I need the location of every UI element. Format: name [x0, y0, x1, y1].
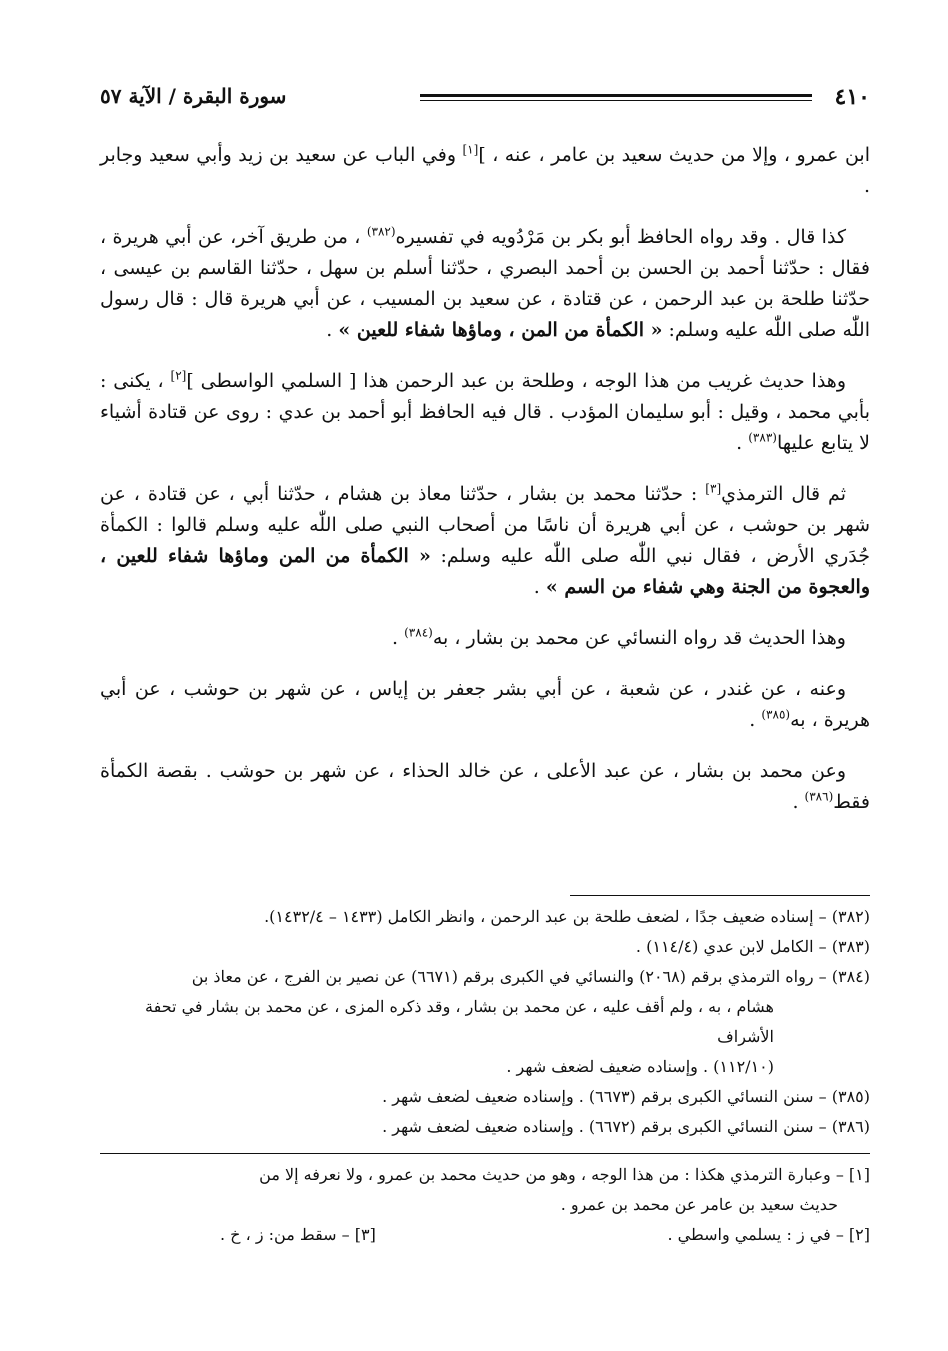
text-run: ، من طريق آخر، عن أبي هريرة ، فقال : حدّثنا أحمد بن الحسن بن أحمد البصري ، حدّثنا أسلم بن سهل ، حدّثنا القاسم بن عيسى ، حدّثنا طلحة بن عبد الرحمن ، عن قتادة ، عن سعيد بن المسيب ، عن أبي هريرة قال : قال رسول اللّٰه صلى اللّٰه عليه وسلم: [100, 226, 870, 341]
footnote-384-continued: (١١٢/١٠) . وإسناده ضعيف لضعف شهر . [506, 1057, 774, 1076]
paragraph-1 [100, 140, 870, 202]
text-run: . [749, 709, 762, 731]
text-run: . [792, 791, 805, 813]
footnote-ref: (٣٨٤) [404, 625, 433, 640]
footnotes [100, 902, 870, 1142]
text-run: وعنه ، عن غندر ، عن شعبة ، عن أبي بشر جعفر بن إياس ، عن شهر بن حوشب ، عن أبي هريرة ، به [100, 678, 870, 731]
text-run: ثم قال الترمذي [721, 483, 846, 505]
header-rule [420, 94, 812, 101]
text-run: وعن محمد بن بشار ، عن عبد الأعلى ، عن خالد الحذاء ، عن شهر بن حوشب . بقصة الكمأة فقط [100, 760, 870, 813]
text-run: . [533, 576, 546, 598]
editor-note-3: [٣] – سقط من: ز ، خ . [220, 1225, 376, 1244]
hadith-quote: « الكمأة من المن ، وماؤها شفاء للعين » [338, 319, 663, 341]
page-header [100, 80, 870, 120]
text-run: وهذا الحديث قد رواه النسائي عن محمد بن بشار ، به [432, 627, 846, 649]
paragraph-5 [100, 623, 870, 654]
footnote-384-continued: هشام ، به ، ولم أقف عليه ، عن محمد بن بشار ، وقد ذكره المزى ، عن محمد بن بشار في تحفة الأشراف [145, 997, 774, 1046]
footnote-ref: (٣٨٥) [761, 707, 791, 722]
editor-note-2: [٢] – في ز : يسلمي واسطي . [667, 1225, 870, 1244]
editor-notes-row [100, 1220, 870, 1250]
footnote-385: (٣٨٥) – سنن النسائي الكبرى برقم (٦٦٧٣) . وإسناده ضعيف لضعف شهر . [382, 1087, 870, 1106]
paragraph-3 [100, 366, 870, 459]
text-run: ابن عمرو ، وإلا من حديث سعيد بن عامر ، عنه ، ] [478, 144, 871, 166]
editor-note-ref: [٣] [705, 481, 722, 496]
text-run: : حدّثنا محمد بن بشار ، حدّثنا معاذ بن هشام ، حدّثنا أبي ، عن قتادة ، عن شهر بن حوشب ، عن أبي هريرة أن ناسًا من أصحاب النبي صلى اللّٰه عليه وسلم قالوا : الكمأة جُدَري الأرض ، فقال نبي اللّٰه صلى اللّٰه عليه وسلم: [100, 483, 870, 567]
text-run: . [736, 432, 749, 454]
footnote-ref: (٣٨٦) [804, 789, 834, 804]
editor-note-ref: [٢] [170, 368, 187, 383]
paragraph-7 [100, 756, 870, 818]
text-run: . [392, 627, 405, 649]
footnotes-rule [570, 895, 870, 896]
footnote-ref: (٣٨٣) [748, 430, 777, 445]
text-run: . [326, 319, 339, 341]
paragraph-4 [100, 479, 870, 603]
editor-note-1-continued: حديث سعيد بن عامر عن محمد بن عمرو . [560, 1195, 838, 1214]
page-number: ٤١٠ [834, 84, 870, 110]
editor-notes [100, 1160, 870, 1250]
footnote-ref: (٣٨٢) [366, 224, 396, 239]
hadith-quote: « الكمأة من المن وماؤها شفاء للعين ، والعجوة من الجنة وهي شفاء من السم » [100, 545, 870, 598]
paragraph-2 [100, 222, 870, 346]
text-run: وهذا حديث غريب من هذا الوجه ، وطلحة بن عبد الرحمن هذا [ السلمي الواسطى ] [186, 370, 846, 392]
editor-notes-rule [100, 1153, 870, 1154]
footnote-386: (٣٨٦) – سنن النسائي الكبرى برقم (٦٦٧٢) . وإسناده ضعيف لضعف شهر . [382, 1117, 870, 1136]
editor-note-1: [١] – وعبارة الترمذي هكذا : من هذا الوجه ، وهو من حديث محمد بن عمرو ، ولا نعرفه إلا من [259, 1165, 870, 1184]
footnote-384: (٣٨٤) – رواه الترمذي برقم (٢٠٦٨) والنسائي في الكبرى برقم (٦٦٧١) عن نصير بن الفرج ، عن معاذ بن [191, 967, 870, 986]
main-text [100, 140, 870, 838]
footnote-383: (٣٨٣) – الكامل لابن عدي (١١٤/٤) . [635, 937, 870, 956]
running-title: سورة البقرة / الآية ٥٧ [100, 84, 287, 108]
text-run: كذا قال . وقد رواه الحافظ أبو بكر بن مَرْدُويه في تفسيره [395, 226, 846, 248]
text-run: ، يكنى : بأبي محمد ، وقيل : أبو سليمان المؤدب . قال فيه الحافظ أبو أحمد بن عدي : روى عن قتادة أشياء لا يتابع عليها [100, 370, 870, 454]
footnote-382: (٣٨٢) – إسناده ضعيف جدًا ، لضعف طلحة بن عبد الرحمن ، وانظر الكامل (١٤٣٣ – ١٤٣٢/٤). [264, 907, 870, 926]
editor-note-ref: [١] [462, 142, 479, 157]
text-run: وفي الباب عن سعيد بن زيد وأبي سعيد وجابر . [100, 144, 870, 197]
paragraph-6 [100, 674, 870, 736]
